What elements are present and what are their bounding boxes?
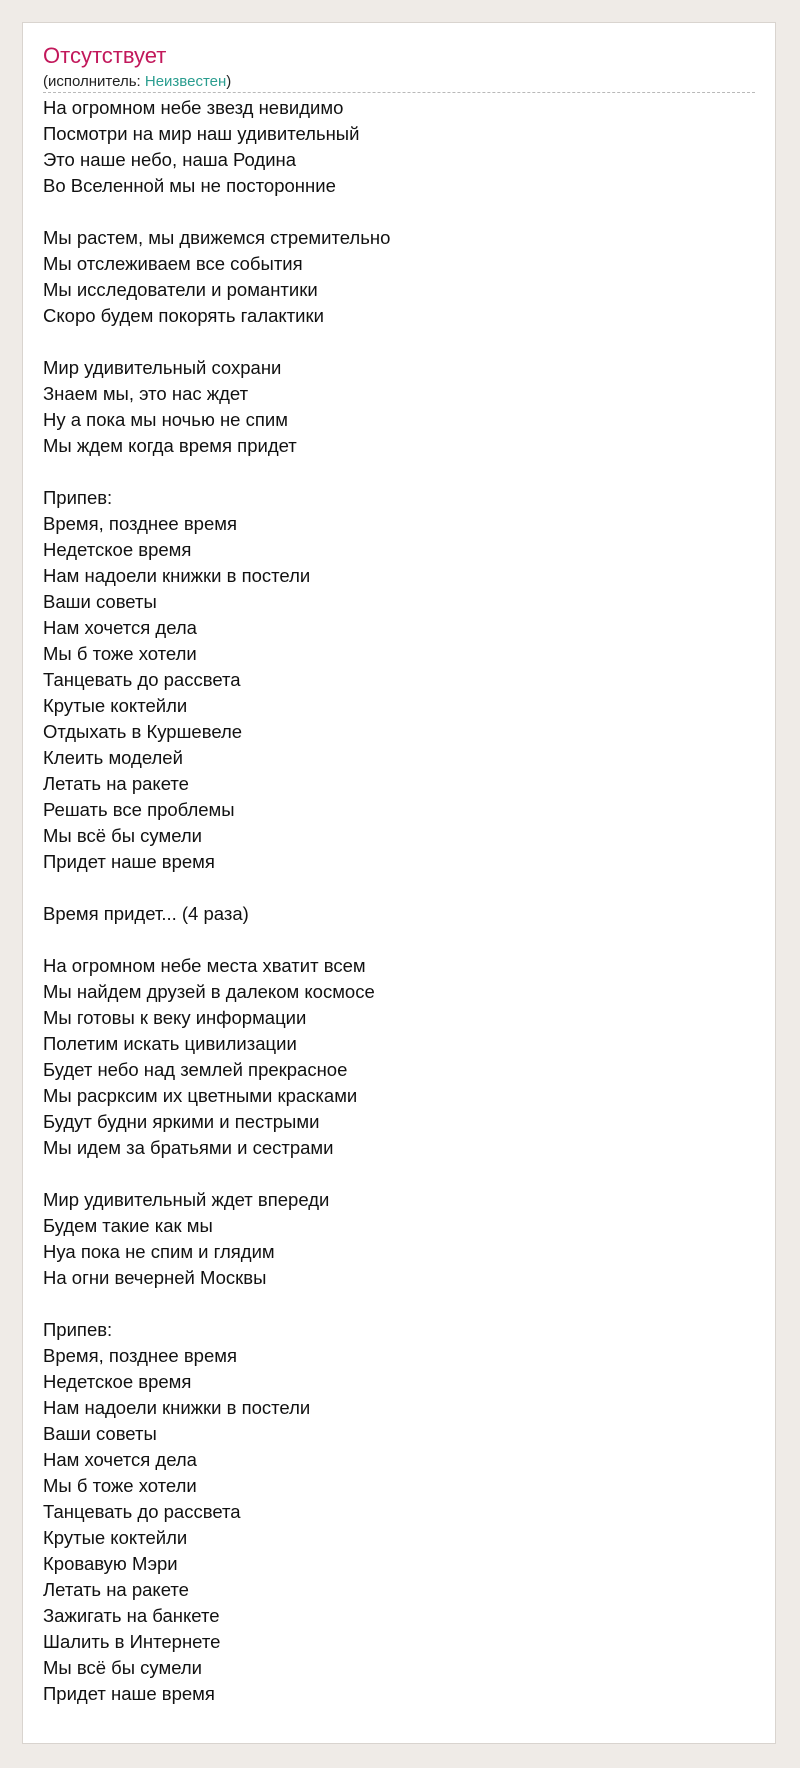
lyric-line: Нам хочется дела xyxy=(43,617,197,638)
lyric-line: Полетим искать цивилизации xyxy=(43,1033,297,1054)
lyrics-stanza xyxy=(43,1317,755,1707)
lyric-line: Крутые коктейли xyxy=(43,1527,188,1548)
lyric-line: Зажигать на банкете xyxy=(43,1605,220,1626)
lyric-line: Танцевать до рассвета xyxy=(43,669,241,690)
lyric-line: Недетское время xyxy=(43,1371,192,1392)
lyric-line: Мы б тоже хотели xyxy=(43,1475,197,1496)
lyric-line: Припев: xyxy=(43,487,113,508)
lyric-line: Недетское время xyxy=(43,539,192,560)
lyric-line: Нам надоели книжки в постели xyxy=(43,565,311,586)
stanza-gap xyxy=(43,875,755,901)
stanza-gap xyxy=(43,1161,755,1187)
lyric-line: Будем такие как мы xyxy=(43,1215,213,1236)
stanza-gap xyxy=(43,199,755,225)
lyrics-stanza xyxy=(43,1187,755,1291)
lyric-line: Мы исследователи и романтики xyxy=(43,279,318,300)
lyric-line: Будет небо над землей прекрасное xyxy=(43,1059,348,1080)
artist-suffix: ) xyxy=(226,73,232,90)
lyric-line: Мы ждем когда время придет xyxy=(43,435,297,456)
lyric-line: Шалить в Интернете xyxy=(43,1631,221,1652)
lyric-line: Мы растем, мы движемся стремительно xyxy=(43,227,391,248)
song-title: Отсутствует xyxy=(43,43,167,68)
lyric-line: Ну а пока мы ночью не спим xyxy=(43,409,288,430)
artist-line xyxy=(43,73,231,90)
lyric-line: Во Вселенной мы не посторонние xyxy=(43,175,336,196)
lyrics-card xyxy=(22,22,776,1744)
lyrics-stanza xyxy=(43,95,755,199)
lyric-line: Нам надоели книжки в постели xyxy=(43,1397,311,1418)
lyric-line: Летать на ракете xyxy=(43,1579,189,1600)
lyric-line: Мы всё бы сумели xyxy=(43,1657,202,1678)
lyric-line: Мы расрксим их цветными красками xyxy=(43,1085,358,1106)
lyric-line: Кровавую Мэри xyxy=(43,1553,178,1574)
stanza-gap xyxy=(43,459,755,485)
lyrics-stanza xyxy=(43,225,755,329)
lyric-line: Придет наше время xyxy=(43,851,215,872)
lyric-line: Мир удивительный ждет впереди xyxy=(43,1189,330,1210)
lyric-line: Мы б тоже хотели xyxy=(43,643,197,664)
lyric-line: Это наше небо, наша Родина xyxy=(43,149,297,170)
lyric-line: Летать на ракете xyxy=(43,773,189,794)
lyric-line: Нам хочется дела xyxy=(43,1449,197,1470)
lyrics-stanza xyxy=(43,355,755,459)
lyric-line: Крутые коктейли xyxy=(43,695,188,716)
lyric-line: Мы всё бы сумели xyxy=(43,825,202,846)
lyric-line: Ваши советы xyxy=(43,1423,157,1444)
lyric-line: Нуа пока не спим и глядим xyxy=(43,1241,275,1262)
lyric-line: Посмотри на мир наш удивительный xyxy=(43,123,360,144)
stanza-gap xyxy=(43,927,755,953)
lyric-line: Припев: xyxy=(43,1319,113,1340)
lyrics-stanza xyxy=(43,901,755,927)
lyric-line: Придет наше время xyxy=(43,1683,215,1704)
lyric-line: Ваши советы xyxy=(43,591,157,612)
lyric-line: Время придет... (4 раза) xyxy=(43,903,249,924)
lyrics-text xyxy=(43,95,755,1707)
lyric-line: Знаем мы, это нас ждет xyxy=(43,383,249,404)
stanza-gap xyxy=(43,329,755,355)
lyric-line: Будут будни яркими и пестрыми xyxy=(43,1111,320,1132)
lyric-line: На огромном небе звезд невидимо xyxy=(43,97,344,118)
lyric-line: Мы отслеживаем все события xyxy=(43,253,303,274)
lyric-line: Мы готовы к веку информации xyxy=(43,1007,307,1028)
lyric-line: Танцевать до рассвета xyxy=(43,1501,241,1522)
lyrics-stanza xyxy=(43,953,755,1161)
lyrics-stanza xyxy=(43,485,755,875)
lyric-line: Время, позднее время xyxy=(43,513,237,534)
lyric-line: Решать все проблемы xyxy=(43,799,235,820)
lyric-line: На огни вечерней Москвы xyxy=(43,1267,267,1288)
lyric-line: Время, позднее время xyxy=(43,1345,237,1366)
lyric-line: Отдыхать в Куршевеле xyxy=(43,721,243,742)
lyric-line: На огромном небе места хватит всем xyxy=(43,955,366,976)
artist-link[interactable]: Неизвестен xyxy=(144,73,227,90)
title-divider xyxy=(43,92,755,93)
lyric-line: Мир удивительный сохрани xyxy=(43,357,282,378)
lyric-line: Мы найдем друзей в далеком космосе xyxy=(43,981,375,1002)
lyric-line: Скоро будем покорять галактики xyxy=(43,305,324,326)
stanza-gap xyxy=(43,1291,755,1317)
lyric-line: Клеить моделей xyxy=(43,747,183,768)
artist-prefix: (исполнитель: xyxy=(43,73,145,90)
lyric-line: Мы идем за братьями и сестрами xyxy=(43,1137,334,1158)
